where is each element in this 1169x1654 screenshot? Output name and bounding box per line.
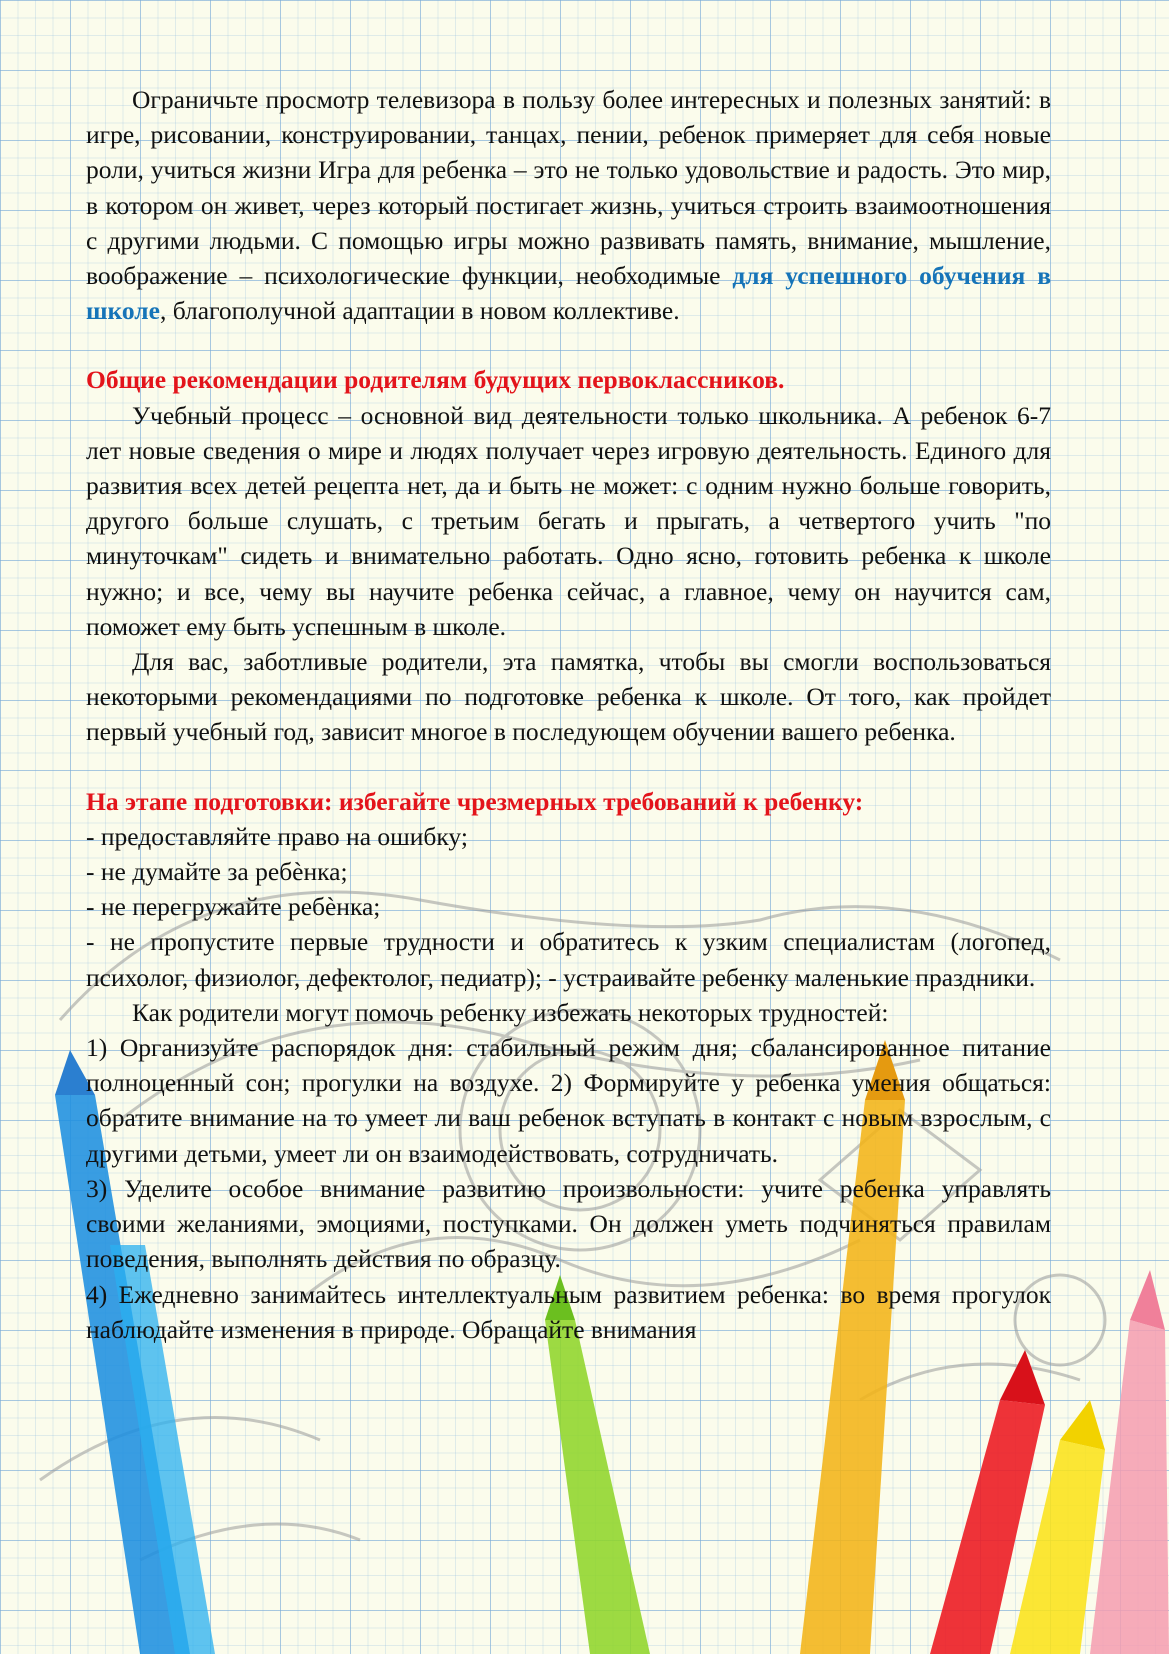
school-success-link[interactable]: для успешного обучения в школе <box>86 261 1051 326</box>
section-heading-preparation: На этапе подготовки: избегайте чрезмерных требований к ребенку: <box>86 786 864 816</box>
list-item: - не перегружайте ребѐнка; <box>86 892 381 922</box>
step-paragraph-1: 1) Организуйте распорядок дня: стабильный режим дня; сбалансированное питание полноценный сон; прогулки на воздухе. 2) Формируйте у ребенка умения общаться: обратите внимание на то умеет ли ваш ребенок вступать в контакт с новым взрослым, с другими детьми, умеет ли он взаимодействовать, сотрудничать. <box>86 1033 1051 1168</box>
step-paragraph-3: 3) Уделите особое внимание развитию произвольности: учите ребенка управлять своими желаниями, эмоциями, поступками. Он должен уметь подчиняться правилам поведения, выполнять действия по образцу. <box>86 1173 1051 1274</box>
list-item: - не думайте за ребѐнка; <box>86 857 348 887</box>
step-paragraph-4: 4) Ежедневно занимайтесь интеллектуальным развитием ребенка: во время прогулок наблюдайте изменения в природе. Обращайте внимания <box>86 1279 1051 1344</box>
intro-paragraph <box>86 82 1051 328</box>
intro-text: Ограничьте просмотр телевизора в пользу более интересных и полезных занятий: в игре, рисовании, конструировании, танцах, пении, ребенок примеряет для себя новые роли, учиться жизни Игра для ребенка – это не только удовольствие и радость. Это мир, в котором он живет, через который постигает жизнь, учиться строить взаимоотношения с другими людьми. С помощью игры можно развивать память, внимание, мышление, воображение – психологические функции, необходимые <box>86 85 1051 291</box>
list-item: - не пропустите первые трудности и обратитесь к узким специалистам (логопед, психолог, физиолог, дефектолог, педиатр); - устраивайте ребенку маленькие праздники. <box>86 927 1051 992</box>
document-page <box>86 82 1051 1347</box>
recommendations-paragraph-1: Учебный процесс – основной вид деятельности только школьника. А ребенок 6-7 лет новые сведения о мире и людях получает через игровую деятельность. Единого для развития всех детей рецепта нет, да и быть не может: с одним нужно больше говорить, другого больше слушать, с третьим бегать и прыгать, а четвертого учить "по минуточкам" сидеть и внимательно работать. Одно ясно, готовить ребенка к школе нужно; и все, чему вы научите ребенка сейчас, а главное, чему он научится сам, поможет ему быть успешным в школе. <box>86 400 1051 641</box>
recommendations-paragraph-2: Для вас, заботливые родители, эта памятка, чтобы вы смогли воспользоваться некоторыми рекомендациями по подготовке ребенка к школе. От того, как пройдет первый учебный год, зависит многое в последующем обучении вашего ребенка. <box>86 647 1051 747</box>
help-intro: Как родители могут помочь ребенку избежать некоторых трудностей: <box>132 997 889 1027</box>
list-item: - предоставляйте право на ошибку; <box>86 821 468 851</box>
section-heading-recommendations: Общие рекомендации родителям будущих первоклассников. <box>86 365 785 395</box>
intro-text-end: , благополучной адаптации в новом коллективе. <box>159 296 680 326</box>
